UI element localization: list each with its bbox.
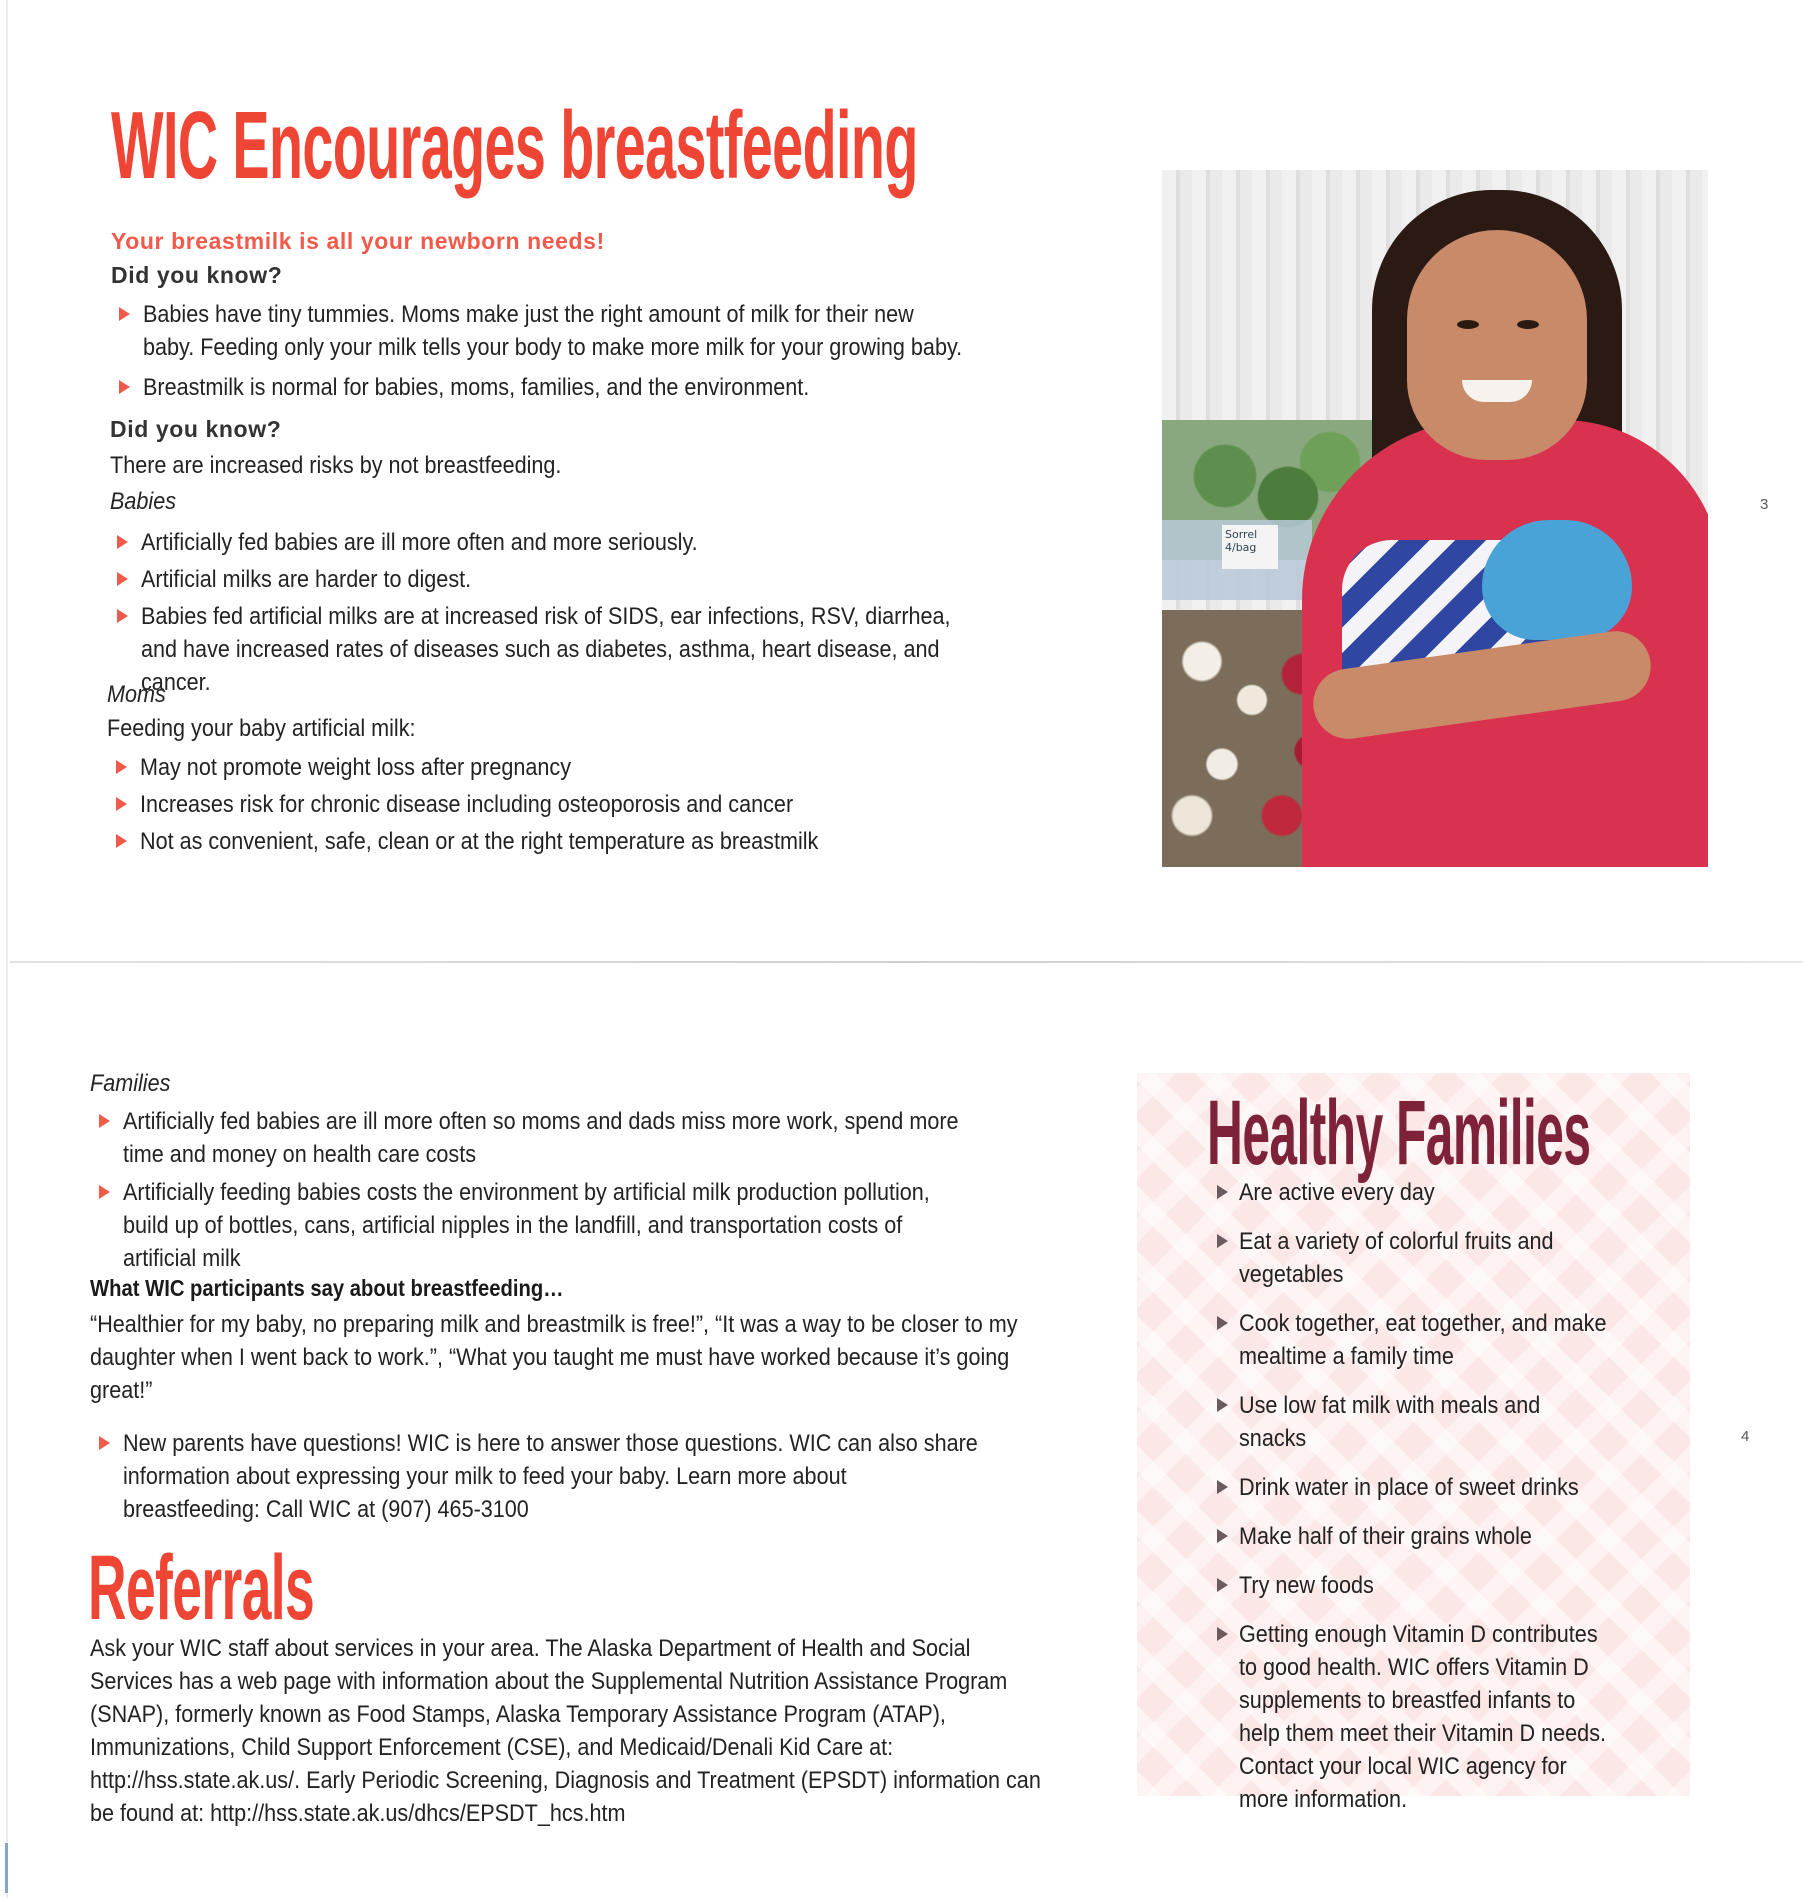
- triangle-right-icon: [119, 380, 130, 394]
- triangle-right-icon: [117, 572, 128, 586]
- mother-with-baby-photo: [1162, 170, 1708, 867]
- did-you-know-heading-2: Did you know?: [110, 416, 282, 442]
- triangle-right-icon: [99, 1114, 110, 1128]
- triangle-right-icon: [119, 307, 130, 321]
- did-you-know-heading-1: Did you know?: [111, 262, 283, 288]
- triangle-right-icon: [116, 834, 127, 848]
- page-number: 4: [1741, 1428, 1750, 1445]
- list-item: May not promote weight loss after pregnancy: [112, 751, 1052, 784]
- list-item: Artificially fed babies are ill more often so moms and dads miss more work, spend more time and money on health care costs: [95, 1105, 1075, 1171]
- triangle-right-icon: [99, 1436, 110, 1450]
- list-item: Artificially fed babies are ill more often and more seriously.: [113, 526, 1053, 559]
- participants-heading: What WIC participants say about breastfeeding…: [90, 1275, 564, 1301]
- list-item: Increases risk for chronic disease including osteoporosis and cancer: [112, 788, 1052, 821]
- families-label: Families: [90, 1070, 171, 1097]
- list-item: Artificially feeding babies costs the environment by artificial milk production pollution, build up of bottles, cans, artificial nipples in the landfill, and transportation costs of artificial milk: [95, 1176, 1075, 1275]
- triangle-right-icon: [1217, 1529, 1228, 1543]
- triangle-right-icon: [1217, 1627, 1228, 1641]
- list-item: Cook together, eat together, and make mealtime a family time: [1213, 1307, 1653, 1373]
- subtitle: Your breastmilk is all your newborn needs!: [111, 228, 605, 254]
- produce-sign: Sorrel 4/bag: [1222, 525, 1278, 569]
- did-you-know-list-1: [115, 298, 1055, 404]
- referrals-title: Referrals: [88, 1537, 315, 1639]
- list-item: Are active every day: [1213, 1176, 1653, 1209]
- triangle-right-icon: [1217, 1234, 1228, 1248]
- triangle-right-icon: [99, 1185, 110, 1199]
- triangle-right-icon: [117, 609, 128, 623]
- triangle-right-icon: [117, 535, 128, 549]
- triangle-right-icon: [1217, 1398, 1228, 1412]
- list-item: Breastmilk is normal for babies, moms, families, and the environment.: [115, 371, 1055, 404]
- list-item: Try new foods: [1213, 1569, 1653, 1602]
- page-title: WIC Encourages breastfeeding: [111, 92, 918, 199]
- triangle-right-icon: [1217, 1316, 1228, 1330]
- healthy-families-title: Healthy Families: [1207, 1082, 1591, 1184]
- list-item: Eat a variety of colorful fruits and vegetables: [1213, 1225, 1653, 1291]
- risks-intro: There are increased risks by not breastfeeding.: [110, 452, 562, 479]
- babies-label: Babies: [110, 488, 177, 515]
- participants-quotes: “Healthier for my baby, no preparing milk and breastmilk is free!”, “It was a way to be closer to my daughter when I went back to work.”, “What you taught me must have worked because it’s going great!”: [90, 1311, 1018, 1404]
- list-item: Use low fat milk with meals and snacks: [1213, 1389, 1653, 1455]
- moms-label: Moms: [107, 681, 166, 708]
- triangle-right-icon: [1217, 1185, 1228, 1199]
- page-number: 3: [1760, 496, 1769, 513]
- list-item: Drink water in place of sweet drinks: [1213, 1471, 1653, 1504]
- list-item: Getting enough Vitamin D contributes to good health. WIC offers Vitamin D supplements to breastfed infants to help them meet their Vitamin D needs. Contact your local WIC agency for more information.: [1213, 1618, 1653, 1816]
- triangle-right-icon: [116, 797, 127, 811]
- list-item: Babies have tiny tummies. Moms make just the right amount of milk for their new baby. Feeding only your milk tells your body to make more milk for your growing baby.: [115, 298, 1055, 364]
- moms-list: [112, 751, 1052, 858]
- new-parents-list: [95, 1427, 1075, 1526]
- triangle-right-icon: [1217, 1578, 1228, 1592]
- list-item: Not as convenient, safe, clean or at the right temperature as breastmilk: [112, 825, 1052, 858]
- list-item: Artificial milks are harder to digest.: [113, 563, 1053, 596]
- list-item: Make half of their grains whole: [1213, 1520, 1653, 1553]
- triangle-right-icon: [116, 760, 127, 774]
- referrals-text: Ask your WIC staff about services in your area. The Alaska Department of Health and Social Services has a web page with information about the Supplemental Nutrition Assistance Program (SNAP), formerly known as Food Stamps, Alaska Temporary Assistance Program (ATAP), Immunizations, Child Support Enforcement (CSE), and Medicaid/Denali Kid Care at: http://hss.state.ak.us/. Early Periodic Screening, Diagnosis and Treatment (EPSDT) information can be found at: http://hss.state.ak.us/dhcs/EPSDT_hcs.htm: [90, 1635, 1041, 1827]
- healthy-families-list: [1213, 1176, 1653, 1816]
- families-list: [95, 1105, 1075, 1275]
- babies-list: [113, 526, 1053, 699]
- moms-intro: Feeding your baby artificial milk:: [107, 715, 416, 742]
- triangle-right-icon: [1217, 1480, 1228, 1494]
- list-item: New parents have questions! WIC is here to answer those questions. WIC can also share information about expressing your milk to feed your baby. Learn more about breastfeeding: Call WIC at (907) 465-3100: [95, 1427, 1075, 1526]
- list-item: Babies fed artificial milks are at increased risk of SIDS, ear infections, RSV, diarrhea, and have increased rates of diseases such as diabetes, asthma, heart disease, and cancer.: [113, 600, 1053, 699]
